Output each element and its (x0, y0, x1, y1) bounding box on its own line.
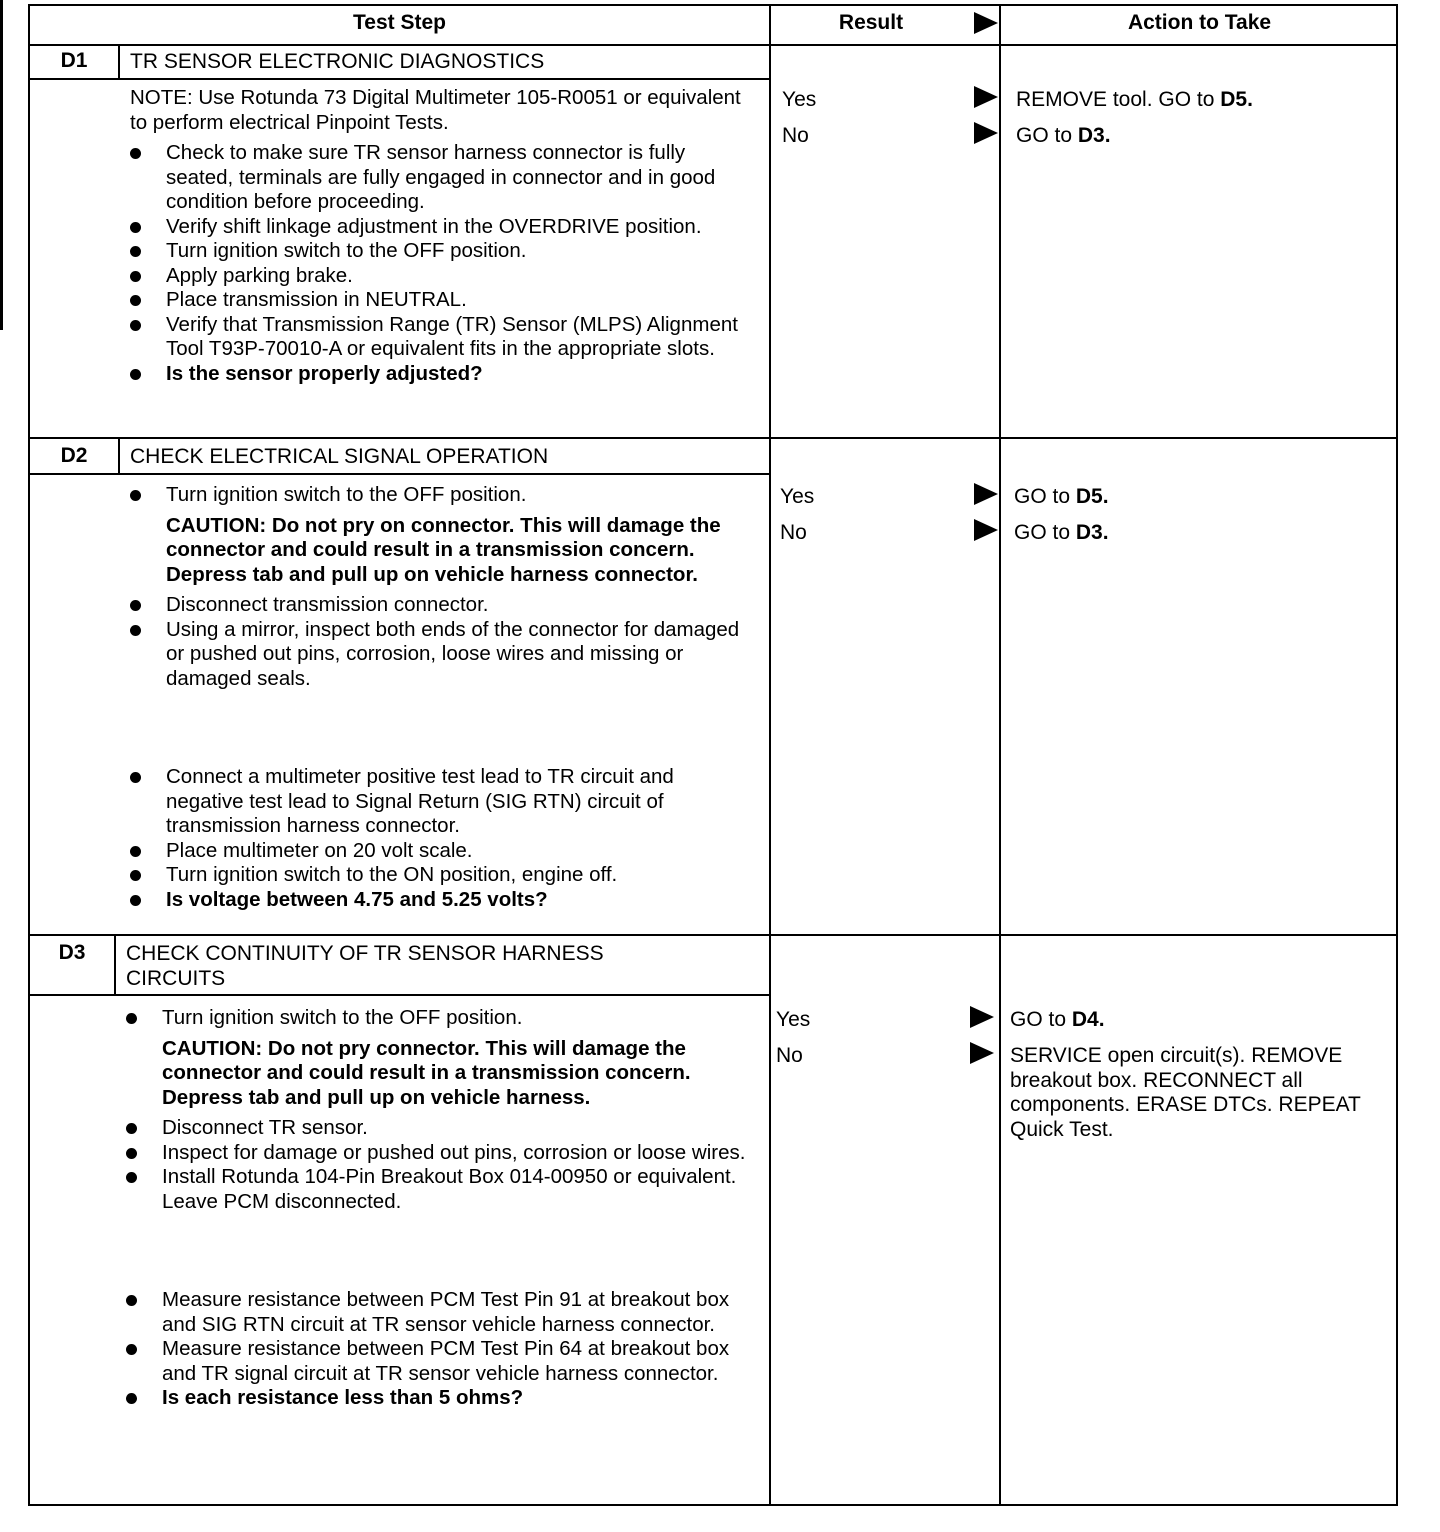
header-test-step: Test Step (353, 11, 446, 34)
list-item: Using a mirror, inspect both ends of the connector for damaged or pushed out pins, corrosion, loose wires and missing or damaged seals. (130, 618, 750, 692)
bullet-icon (130, 222, 141, 233)
step-title: CHECK ELECTRICAL SIGNAL OPERATION (130, 445, 549, 468)
list-item: Disconnect transmission connector. (130, 593, 750, 618)
caution-text: CAUTION: Do not pry on connector. This will damage the connector and could result in a transmission concern. Depress tab and pull up on vehicle harness connector. (166, 513, 721, 586)
list-item: Is the sensor properly adjusted? (130, 362, 750, 387)
step-id: D3 (58, 941, 86, 964)
action-yes: GO to D4. (1010, 1008, 1105, 1031)
list-item: Place transmission in NEUTRAL. (130, 288, 750, 313)
bullet-list (126, 1288, 746, 1411)
list-item: Turn ignition switch to the ON position, engine off. (130, 863, 750, 888)
action-no: GO to D3. (1014, 521, 1109, 544)
step-id: D1 (60, 49, 88, 72)
title-divider (30, 473, 769, 475)
list-item: Turn ignition switch to the OFF position. (130, 483, 750, 508)
caution-text: CAUTION: Do not pry connector. This will damage the connector and could result in a transmission concern. Depress tab and pull up on vehicle harness. (162, 1036, 691, 1109)
title-divider (30, 78, 769, 80)
list-item: Is each resistance less than 5 ohms? (126, 1386, 746, 1411)
list-item: Measure resistance between PCM Test Pin 91 at breakout box and SIG RTN circuit at TR sensor vehicle harness connector. (126, 1288, 746, 1337)
title-divider (30, 994, 769, 996)
result-yes: Yes (780, 485, 815, 508)
list-item: Verify shift linkage adjustment in the OVERDRIVE position. (130, 215, 750, 240)
arrow-icon (974, 12, 998, 34)
bullet-icon (130, 369, 141, 380)
step-body (130, 86, 750, 386)
header-result: Result (838, 11, 904, 34)
bullet-list (130, 141, 750, 386)
bullet-icon (130, 625, 141, 636)
list-item: Turn ignition switch to the OFF position. (130, 239, 750, 264)
arrow-icon (970, 1006, 994, 1028)
step-body (126, 1006, 746, 1411)
result-no: No (776, 1044, 803, 1067)
list-item: Measure resistance between PCM Test Pin 64 at breakout box and TR signal circuit at TR sensor vehicle harness connector. (126, 1337, 746, 1386)
step-d3 (30, 936, 1396, 1504)
bullet-icon (130, 246, 141, 257)
id-divider (118, 44, 120, 80)
action-no: SERVICE open circuit(s). REMOVE breakout box. RECONNECT all components. ERASE DTCs. REPEAT Quick Test. (1010, 1044, 1361, 1141)
arrow-icon (974, 519, 998, 541)
bullet-list (130, 593, 750, 691)
margin-rule (0, 0, 3, 330)
bullet-icon (126, 1172, 137, 1183)
list-item: Check to make sure TR sensor harness connector is fully seated, terminals are fully engaged in connector and in good condition before proceeding. (130, 141, 750, 215)
bullet-icon (126, 1013, 137, 1024)
bullet-icon (130, 490, 141, 501)
list-item: Inspect for damage or pushed out pins, corrosion or loose wires. (126, 1141, 746, 1166)
id-divider (114, 936, 116, 996)
arrow-icon (974, 122, 998, 144)
list-item: Turn ignition switch to the OFF position. (126, 1006, 746, 1031)
bullet-icon (126, 1295, 137, 1306)
header-action: Action to Take (1127, 11, 1272, 34)
step-title: TR SENSOR ELECTRONIC DIAGNOSTICS (130, 50, 545, 73)
diagnostic-table (28, 4, 1398, 1506)
result-yes: Yes (776, 1008, 811, 1031)
bullet-list (130, 765, 750, 912)
bullet-icon (130, 295, 141, 306)
bullet-icon (130, 870, 141, 881)
step-d1 (30, 44, 1396, 440)
bullet-list (126, 1006, 746, 1031)
action-no: GO to D3. (1016, 124, 1111, 147)
list-item: Verify that Transmission Range (TR) Sensor (MLPS) Alignment Tool T93P-70010-A or equivalent fits in the appropriate slots. (130, 313, 750, 362)
list-item: Apply parking brake. (130, 264, 750, 289)
result-no: No (782, 124, 809, 147)
step-d2 (30, 439, 1396, 935)
bullet-icon (130, 600, 141, 611)
step-id: D2 (60, 444, 88, 467)
step-body (130, 483, 750, 912)
action-yes: REMOVE tool. GO to D5. (1016, 88, 1253, 111)
action-yes: GO to D5. (1014, 485, 1109, 508)
list-item: Place multimeter on 20 volt scale. (130, 839, 750, 864)
table-header (30, 6, 1396, 46)
step-title: CHECK CONTINUITY OF TR SENSOR HARNESS CIRCUITS (126, 942, 604, 990)
bullet-icon (130, 320, 141, 331)
bullet-icon (126, 1123, 137, 1134)
bullet-list (126, 1116, 746, 1214)
bullet-icon (130, 148, 141, 159)
list-item: Disconnect TR sensor. (126, 1116, 746, 1141)
bullet-list (130, 483, 750, 508)
list-item: Install Rotunda 104-Pin Breakout Box 014-00950 or equivalent. Leave PCM disconnected. (126, 1165, 746, 1214)
bullet-icon (126, 1344, 137, 1355)
bullet-icon (130, 846, 141, 857)
list-item: Connect a multimeter positive test lead to TR circuit and negative test lead to Signal Return (SIG RTN) circuit of transmission harness connector. (130, 765, 750, 839)
bullet-icon (130, 895, 141, 906)
id-divider (118, 439, 120, 475)
note-text: NOTE: Use Rotunda 73 Digital Multimeter 105-R0051 or equivalent to perform electrical Pinpoint Tests. (130, 86, 741, 134)
arrow-icon (974, 483, 998, 505)
bullet-icon (126, 1148, 137, 1159)
list-item: Is voltage between 4.75 and 5.25 volts? (130, 888, 750, 913)
bullet-icon (130, 772, 141, 783)
arrow-icon (974, 86, 998, 108)
result-yes: Yes (782, 88, 817, 111)
bullet-icon (130, 271, 141, 282)
bullet-icon (126, 1393, 137, 1404)
result-no: No (780, 521, 807, 544)
arrow-icon (970, 1042, 994, 1064)
